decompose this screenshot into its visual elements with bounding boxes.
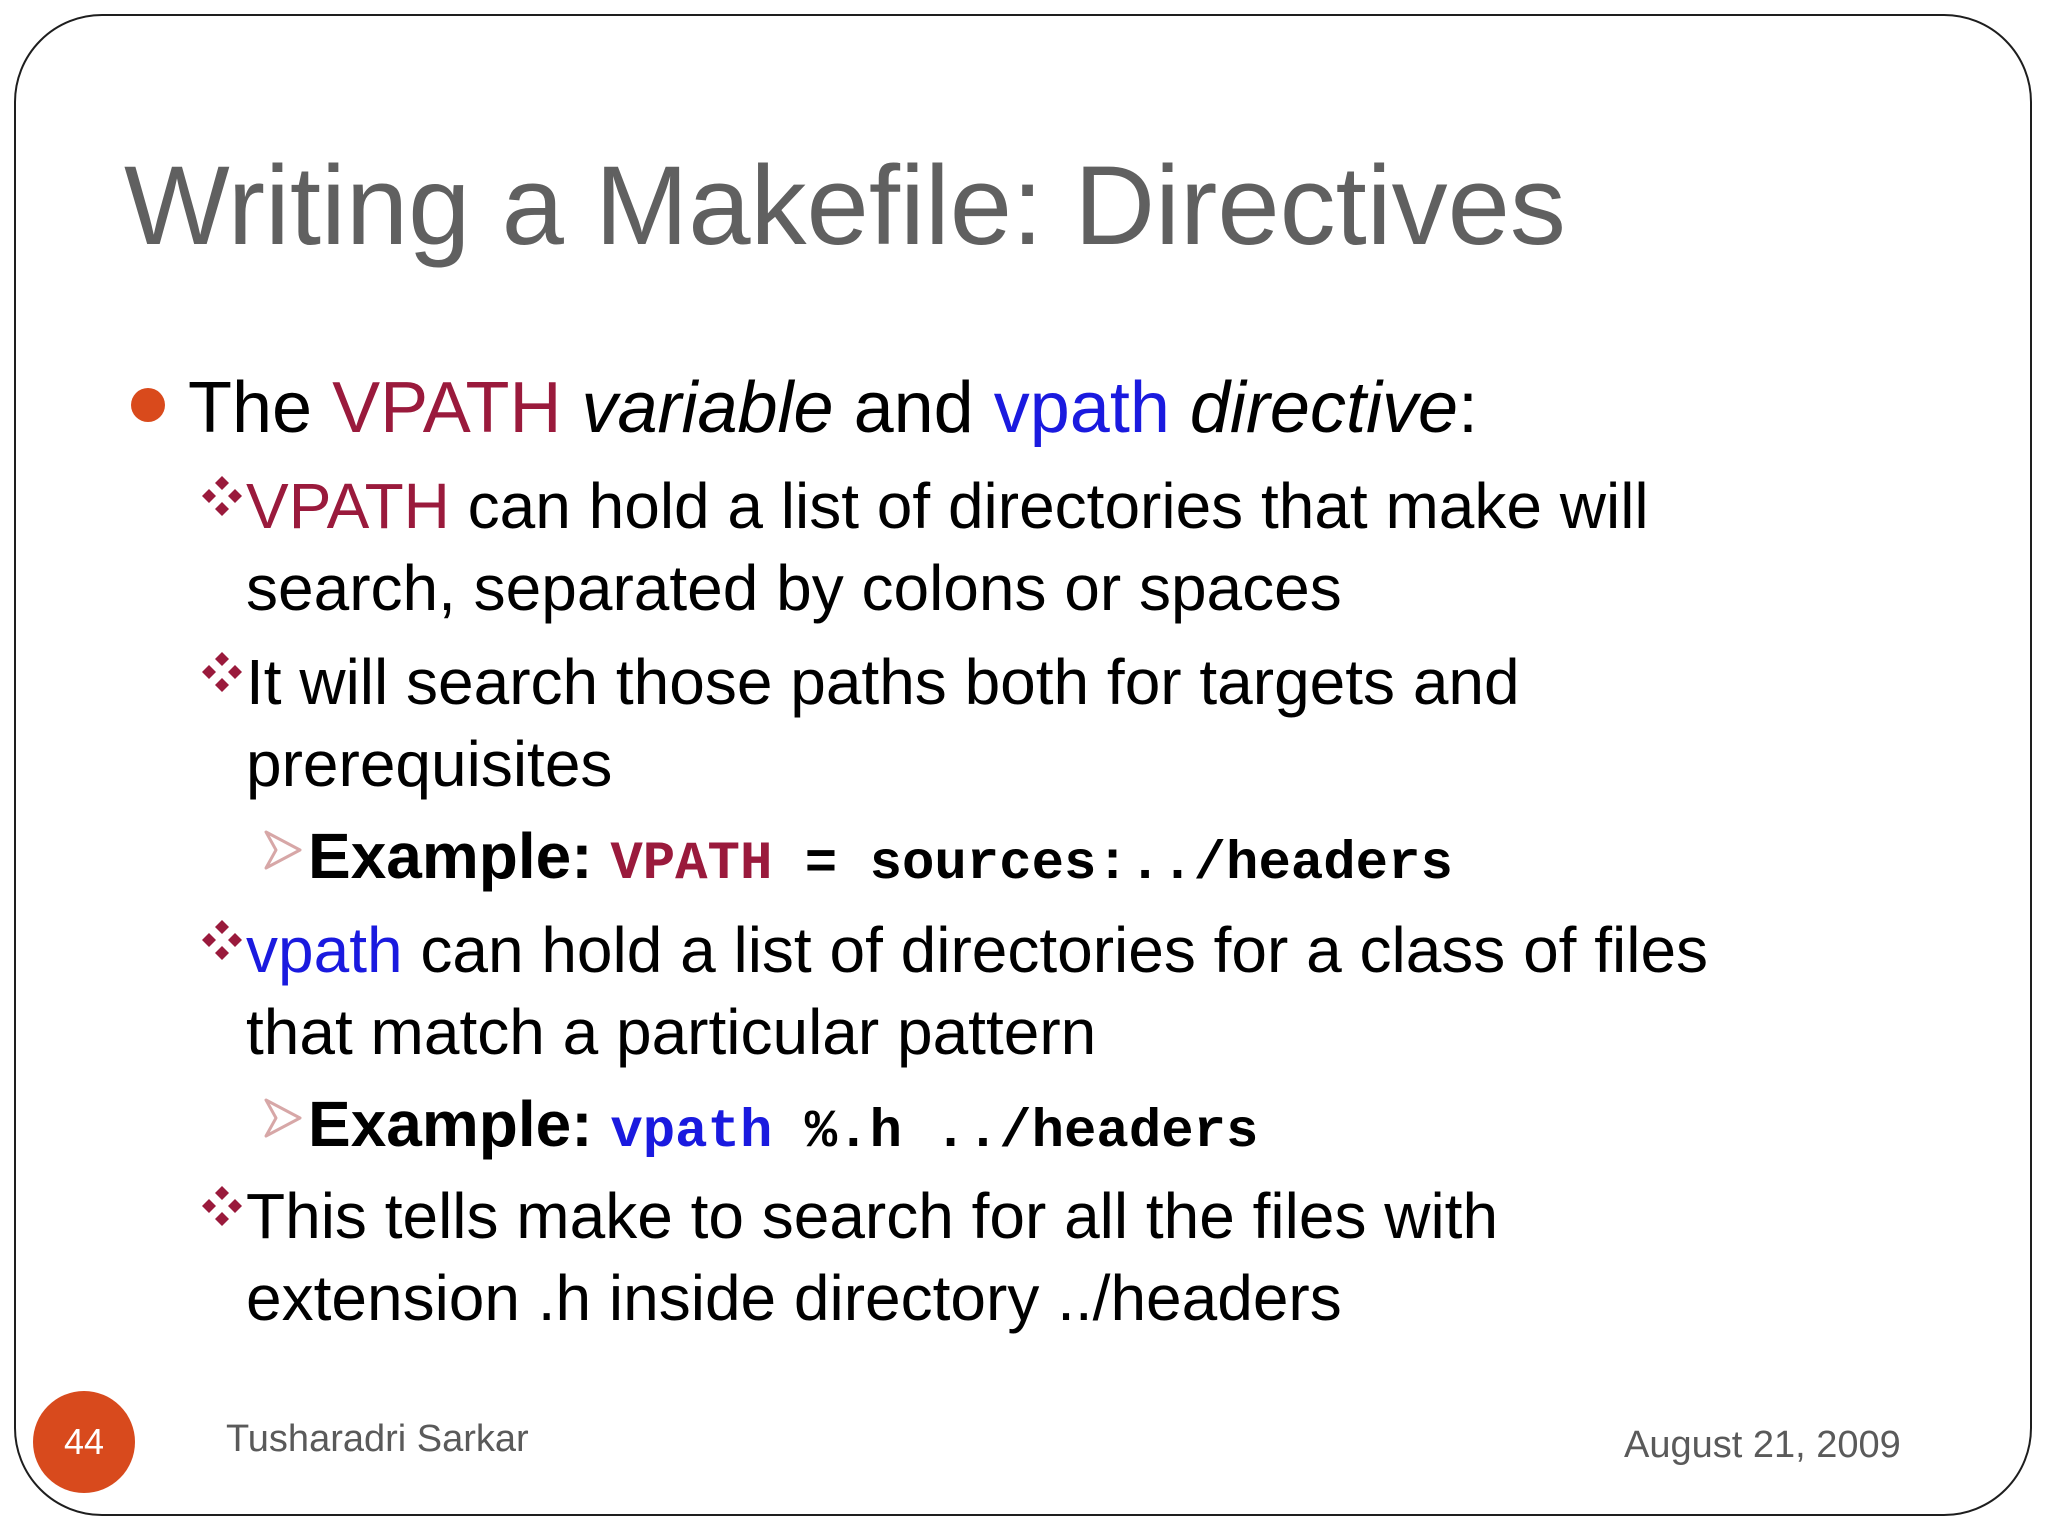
arrow-bullet-icon	[262, 1096, 304, 1140]
sub-bullet-vpath-directive	[246, 914, 1709, 986]
diamond-bullet-icon	[200, 918, 244, 962]
colon: :	[1458, 368, 1479, 448]
bullet-vpath-intro	[188, 368, 1479, 448]
sub1-line1: can hold a list of directories that make will	[449, 470, 1649, 542]
slide-title: Writing a Makefile: Directives	[124, 143, 1566, 268]
diamond-bullet-icon	[200, 650, 244, 694]
code-keyword: vpath	[610, 1102, 773, 1163]
footer-author: Tusharadri Sarkar	[226, 1418, 529, 1460]
sub-bullet-vpath-hold	[246, 470, 1649, 542]
arrow-bullet-icon	[262, 828, 304, 872]
vpath-keyword: VPATH	[246, 470, 450, 542]
vpath-directive-keyword: vpath	[246, 914, 403, 986]
vpath-variable-name: VPATH	[332, 368, 562, 448]
sub3-line1: can hold a list of directories for a class of files	[402, 914, 1709, 986]
sub-bullet-search-explanation: This tells make to search for all the files with	[246, 1180, 1499, 1252]
example-vpath-directive	[308, 1088, 1259, 1163]
code-keyword: VPATH	[610, 834, 773, 895]
directive-word: directive	[1189, 368, 1458, 448]
slide-number-badge: 44	[33, 1391, 135, 1493]
sub-bullet-search-paths-line2: prerequisites	[246, 728, 613, 800]
diamond-bullet-icon	[200, 1184, 244, 1228]
and-word: and	[833, 368, 994, 448]
variable-word: variable	[581, 368, 834, 448]
sub-bullet-vpath-directive-line2: that match a particular pattern	[246, 996, 1097, 1068]
example-vpath-variable	[308, 820, 1453, 895]
bullet-prefix: The	[188, 368, 333, 448]
example-label: Example:	[308, 820, 611, 892]
sub-bullet-vpath-hold-line2: search, separated by colons or spaces	[246, 552, 1342, 624]
example-label: Example:	[308, 1088, 611, 1160]
code-rest: %.h ../headers	[772, 1102, 1259, 1163]
sub-bullet-search-paths: It will search those paths both for targets and	[246, 646, 1520, 718]
diamond-bullet-icon	[200, 474, 244, 518]
sub-bullet-search-explanation-line2: extension .h inside directory ../headers	[246, 1262, 1342, 1334]
code-rest: = sources:../headers	[772, 834, 1453, 895]
vpath-directive-name: vpath	[993, 368, 1170, 448]
footer-date: August 21, 2009	[1624, 1424, 1901, 1466]
round-bullet-icon	[131, 388, 165, 422]
